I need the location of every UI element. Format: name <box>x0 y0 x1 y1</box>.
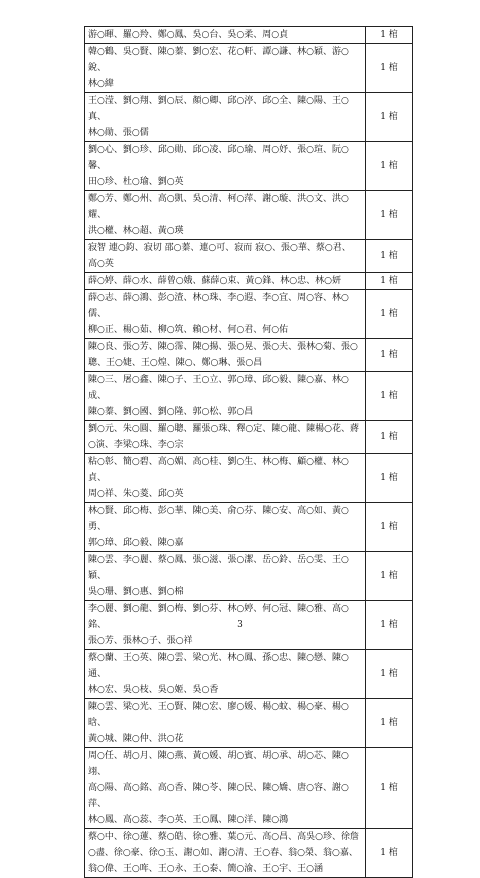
names-cell <box>85 142 366 191</box>
table-row <box>85 650 413 699</box>
names-line: 聰、王○婕、王○煌、陳○、鄭○琳、張○昌 <box>88 358 263 368</box>
names-line: 林○勛、張○儒 <box>88 128 149 138</box>
names-cell <box>85 93 366 142</box>
names-cell <box>85 240 366 273</box>
page-number: 3 <box>237 620 243 630</box>
quantity-cell: 1 棺 <box>366 503 413 552</box>
table-row <box>85 829 413 878</box>
quantity-cell: 1 棺 <box>366 829 413 878</box>
names-cell <box>85 372 366 421</box>
names-line: 蔡○蘭、王○英、陳○雲、梁○光、林○鳳、孫○忠、陳○戀、陳○通、 <box>88 653 349 679</box>
quantity-cell: 1 棺 <box>366 93 413 142</box>
names-line: ○盡、徐○豪、徐○玉、謝○如、謝○清、王○春、翁○榮、翁○嘉、 <box>88 848 358 858</box>
quantity-cell: 1 棺 <box>366 699 413 748</box>
names-line: 陳○三、屠○鑫、陳○子、王○立、郭○璋、邱○毅、陳○嘉、林○成、 <box>88 375 349 401</box>
names-line: 粘○彰、簡○碧、高○媚、高○桂、劉○生、林○梅、顧○權、林○貞、 <box>88 457 349 483</box>
names-line: 李○麗、劉○龍、劉○梅、劉○芬、林○婷、何○冠、陳○雅、高○銘、 <box>88 604 349 630</box>
names-line: 寂智 連○鈞、寂切 邵○蓁、連○可、寂而 寂○、張○華、蔡○君、 <box>88 243 351 253</box>
names-cell <box>85 503 366 552</box>
names-cell <box>85 339 366 372</box>
names-line: 陳○雲、李○麗、蔡○鳳、張○滋、張○潔、岳○鈴、岳○雯、王○穎、 <box>88 555 349 581</box>
table-row <box>85 454 413 503</box>
names-line: 洪○權、林○超、黃○瑛 <box>88 226 184 236</box>
names-line: 游○暉、羅○羚、鄭○鳳、吳○台、吳○柔、周○貞 <box>88 30 289 40</box>
quantity-cell: 1 棺 <box>366 601 413 650</box>
names-cell <box>85 27 366 44</box>
names-line: 吳○珊、劉○惠、劉○棉 <box>88 587 184 597</box>
quantity-cell: 1 棺 <box>366 44 413 93</box>
table-row <box>85 748 413 829</box>
quantity-cell: 1 棺 <box>366 650 413 699</box>
names-line: ○演、李梁○珠、李○宗 <box>88 440 184 450</box>
names-line: 張○芳、張林○子、張○祥 <box>88 636 193 646</box>
names-cell <box>85 191 366 240</box>
names-line: 周○祥、朱○菱、邱○英 <box>88 489 184 499</box>
quantity-cell: 1 棺 <box>366 372 413 421</box>
table-row <box>85 240 413 273</box>
quantity-cell: 1 棺 <box>366 748 413 829</box>
names-line: 陳○雲、梁○光、王○賢、陳○宏、廖○媛、楊○蚊、楊○豪、楊○晗、 <box>88 702 349 728</box>
names-line: 翁○偉、王○哖、王○永、王○泰、簡○渝、王○宇、王○涵 <box>88 864 323 874</box>
names-line: 周○任、胡○月、陳○燕、黃○媛、胡○賓、胡○承、胡○芯、陳○翊、 <box>88 751 349 777</box>
names-cell <box>85 290 366 339</box>
names-line: 林○緯 <box>88 79 114 89</box>
names-line: 林○宏、吳○枝、吳○姬、吳○香 <box>88 685 219 695</box>
table-row <box>85 552 413 601</box>
quantity-cell: 1 棺 <box>366 421 413 454</box>
table-row <box>85 191 413 240</box>
table-row <box>85 372 413 421</box>
table-row <box>85 503 413 552</box>
names-line: 薛○志、薛○鴻、彭○渣、林○珠、李○遐、李○宜、周○容、林○儒、 <box>88 293 349 319</box>
names-cell <box>85 699 366 748</box>
names-line: 陳○良、張○芳、陳○霈、陳○揚、張○晃、張○夫、張林○菊、張○ <box>88 342 358 352</box>
quantity-cell: 1 棺 <box>366 454 413 503</box>
table-row <box>85 273 413 290</box>
name-table <box>84 26 413 878</box>
quantity-cell: 1 棺 <box>366 142 413 191</box>
names-cell <box>85 552 366 601</box>
table-row <box>85 421 413 454</box>
names-line: 薛○婷、薛○水、薛曾○娥、蘇薛○束、黃○鋒、林○忠、林○妍 <box>88 276 341 286</box>
quantity-cell: 1 棺 <box>366 290 413 339</box>
names-cell <box>85 44 366 93</box>
names-cell <box>85 829 366 878</box>
names-line: 鄭○芳、鄭○州、高○凱、吳○清、柯○萍、謝○璇、洪○文、洪○耀、 <box>88 194 349 220</box>
names-line: 林○鳳、高○蕊、李○英、王○鳳、陳○洋、陳○鴻 <box>88 815 289 825</box>
table-row <box>85 290 413 339</box>
names-line: 柳○正、楊○茹、柳○筑、賴○材、何○君、何○佑 <box>88 325 289 335</box>
names-cell <box>85 650 366 699</box>
names-line: 黃○城、陳○仲、洪○花 <box>88 734 184 744</box>
names-line: 王○滢、劉○翔、劉○辰、顏○卿、邱○渟、邱○全、陳○陽、王○真、 <box>88 96 349 122</box>
names-line: 田○珍、杜○瑜、劉○英 <box>88 177 184 187</box>
quantity-cell: 1 棺 <box>366 191 413 240</box>
table-body <box>85 27 413 878</box>
table-row <box>85 339 413 372</box>
names-line: 高○陽、高○銘、高○香、陳○苓、陳○民、陳○嬌、唐○容、謝○萍、 <box>88 783 349 809</box>
names-line: 韓○鶴、吳○賢、陳○蓁、劉○宏、花○軒、譚○謙、林○穎、游○銳、 <box>88 47 349 73</box>
register-sheet <box>84 26 404 878</box>
names-line: 蔡○中、徐○蓮、蔡○皓、徐○雅、葉○元、高○昌、高吳○珍、徐詹 <box>88 832 359 842</box>
quantity-cell: 1 棺 <box>366 273 413 290</box>
names-line: 劉○心、劉○珍、邱○勛、邱○凌、邱○瑜、周○妤、張○瑄、阮○馨、 <box>88 145 349 171</box>
quantity-cell: 1 棺 <box>366 240 413 273</box>
quantity-cell: 1 棺 <box>366 27 413 44</box>
table-row <box>85 699 413 748</box>
names-line: 陳○蓁、劉○國、劉○隆、郭○松、郭○昌 <box>88 407 254 417</box>
names-cell <box>85 421 366 454</box>
quantity-cell: 1 棺 <box>366 552 413 601</box>
names-line: 高○英 <box>88 259 114 269</box>
table-row <box>85 142 413 191</box>
names-line: 郭○璋、邱○毅、陳○嘉 <box>88 538 184 548</box>
names-cell <box>85 273 366 290</box>
table-row <box>85 93 413 142</box>
table-row <box>85 44 413 93</box>
names-line: 劉○元、朱○圓、羅○聰、羅張○珠、釋○定、陳○龍、陳楊○花、蔣 <box>88 424 359 434</box>
table-row <box>85 27 413 44</box>
names-line: 林○賢、邱○梅、彭○華、陳○美、俞○芬、陳○安、高○如、黃○勇、 <box>88 506 349 532</box>
names-cell <box>85 748 366 829</box>
quantity-cell: 1 棺 <box>366 339 413 372</box>
names-cell <box>85 454 366 503</box>
